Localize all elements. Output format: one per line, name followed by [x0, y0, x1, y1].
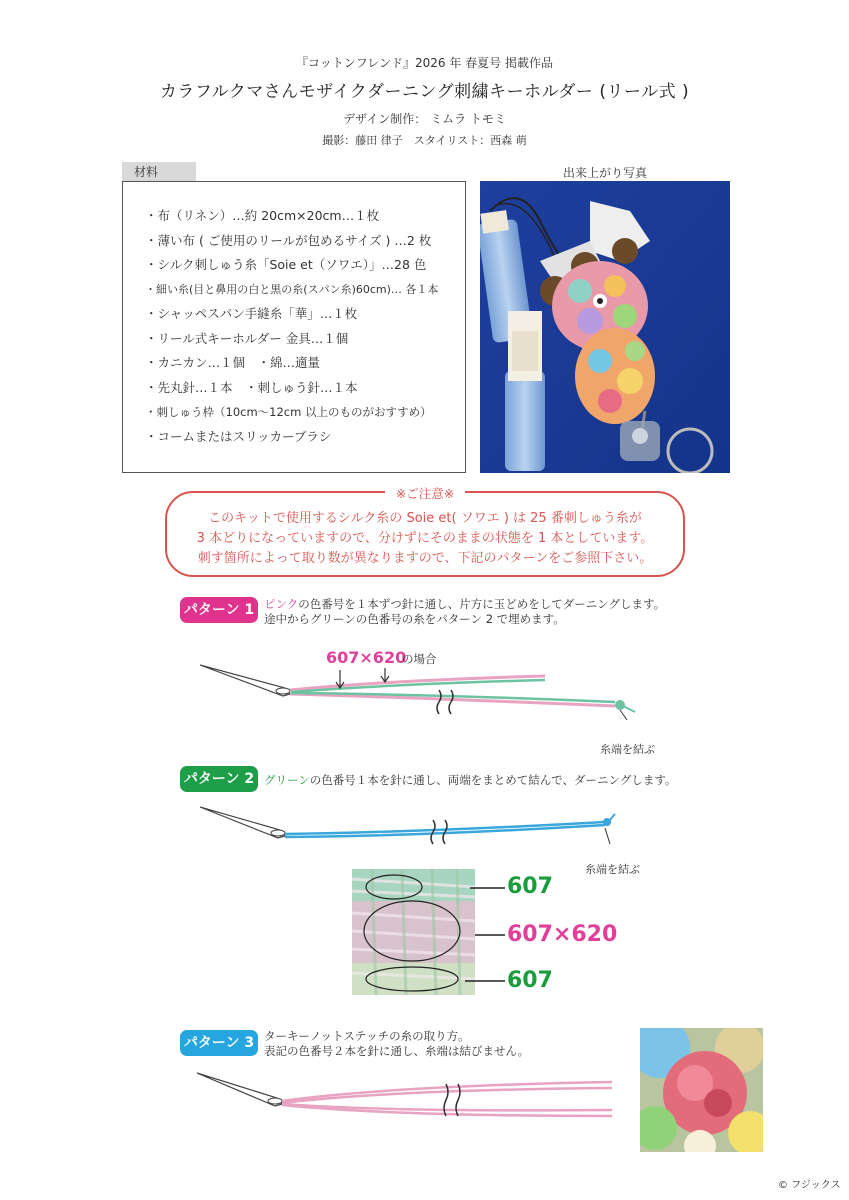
copyright: © フジックス: [778, 1180, 841, 1191]
pattern-2-knot-label: 糸端を結ぶ: [585, 863, 640, 876]
pattern-1-needle-diagram: [195, 660, 655, 730]
pattern-1-line-2: 途中からグリーンの色番号の糸をパターン 2 で埋めます。: [264, 612, 565, 626]
material-item: ・細い糸(目と鼻用の白と黒の糸(スパン糸)60cm)… 各１本: [145, 282, 439, 296]
photo-credits: 撮影：藤田 律子 スタイリスト：西森 萌: [322, 134, 527, 147]
pattern-3-badge: パターン 3: [180, 1030, 258, 1056]
material-item: ・刺しゅう枠（10cm〜12cm 以上のものがおすすめ）: [145, 405, 432, 419]
pattern-2-line-1: [264, 772, 676, 788]
pattern-1-badge: パターン 1: [180, 597, 258, 623]
notice-line-1: このキットで使用するシルク糸の Soie et( ソワエ ) は 25 番刺しゅう糸が: [208, 511, 642, 526]
code-607-bottom: 607: [507, 968, 553, 993]
turkey-knot-photo: [640, 1028, 763, 1152]
pattern-3-line-1: ターキーノットステッチの糸の取り方。: [264, 1029, 470, 1043]
material-item: ・シルク刺しゅう糸「Soie et（ソワエ）」…28 色: [145, 257, 427, 272]
materials-box: [122, 181, 466, 473]
notice-line-3: 刺す箇所によって取り数が異なりますので、下記のパターンをご参照下さい。: [197, 551, 653, 566]
pattern-1-line-1-text: の色番号を１本ずつ針に通し、片方に玉どめをしてダーニングします。: [298, 597, 666, 611]
pattern-2-line-1-text: の色番号１本を針に通し、両端をまとめて結んで、ダーニングします。: [309, 773, 677, 787]
notice-title: ※ご注意※: [385, 484, 465, 502]
material-item: ・コームまたはスリッカーブラシ: [145, 428, 332, 444]
page-title: カラフルクマさんモザイクダーニング刺繍キーホルダー (リール式 ): [159, 82, 690, 102]
code-leader-lines: [460, 880, 510, 990]
pattern-3-needle-diagram: [192, 1068, 622, 1124]
material-item: ・布（リネン）…約 20cm×20cm…１枚: [145, 208, 380, 223]
pattern-2-badge: パターン 2: [180, 766, 258, 792]
pattern-1-color-word: ピンク: [264, 597, 299, 611]
magazine-line: 『コットンフレンド』2026 年 春夏号 掲載作品: [296, 56, 553, 70]
pattern-2-color-word: グリーン: [264, 773, 310, 787]
material-item: ・薄い布 ( ご使用のリールが包めるサイズ ) …2 枚: [145, 232, 432, 248]
finished-product-photo: [480, 181, 730, 473]
code-607-top: 607: [507, 874, 553, 899]
pattern-3-line-2: 表記の色番号２本を針に通し、糸端は結びません。: [264, 1044, 530, 1058]
pattern-2-needle-diagram: [195, 802, 625, 852]
materials-tab: 材料: [122, 162, 196, 182]
design-credit: デザイン制作： ミムラ トモミ: [343, 112, 506, 126]
notice-line-2: 3 本どりになっていますので、分けずにそのままの状態を 1 本としています。: [196, 531, 654, 546]
pattern-1-combo-suffix: の場合: [402, 652, 437, 666]
material-item: ・リール式キーホルダー 金具…１個: [145, 330, 349, 346]
material-item: ・カニカン…１個 ・綿…適量: [145, 355, 321, 370]
code-607x620: 607×620: [507, 922, 618, 947]
material-item: ・シャッペスパン手縫糸「華」…１枚: [145, 306, 358, 321]
material-item: ・先丸針…１本 ・刺しゅう針…１本: [145, 379, 358, 395]
darning-closeup-photo: [352, 869, 475, 995]
photo-caption: 出来上がり写真: [562, 166, 647, 180]
pattern-1-knot-label: 糸端を結ぶ: [600, 743, 655, 756]
pattern-1-combo-code: 607×620: [326, 648, 407, 667]
materials-list: [145, 206, 438, 451]
pattern-1-line-1: [264, 596, 665, 612]
